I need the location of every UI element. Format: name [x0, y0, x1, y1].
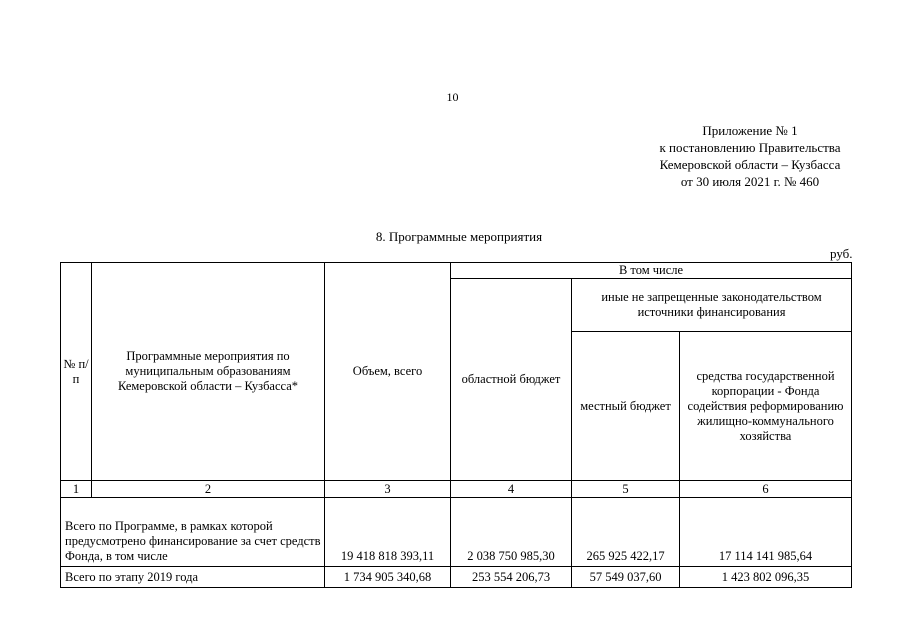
appendix-line-1: Приложение № 1: [702, 123, 798, 138]
row-regional: 253 554 206,73: [451, 567, 572, 588]
page-number: 10: [446, 90, 459, 104]
table-row: [61, 498, 852, 567]
header-fund: средства государственной корпорации - Фонда содействия реформированию жилищно-коммунального хозяйства: [680, 332, 852, 481]
header-other-sources: иные не запрещенные законодательством источники финансирования: [572, 279, 852, 332]
appendix-line-2: к постановлению Правительства: [659, 140, 841, 155]
row-fund: 17 114 141 985,64: [680, 498, 852, 567]
row-label: Всего по Программе, в рамках которой предусмотрено финансирование за счет средств Фонда, в том числе: [61, 498, 325, 567]
header-number: № п/п: [61, 263, 92, 481]
program-activities-table: [60, 262, 852, 588]
column-number-row: [61, 481, 852, 498]
column-number: 1: [61, 481, 92, 498]
header-activities: Программные мероприятия по муниципальным образованиям Кемеровской области – Кузбасса*: [92, 263, 325, 481]
appendix-line-3: Кемеровской области – Кузбасса: [659, 157, 841, 172]
header-including: В том числе: [451, 263, 852, 279]
currency-unit: руб.: [830, 246, 853, 261]
section-title: 8. Программные мероприятия: [375, 229, 543, 244]
row-volume: 1 734 905 340,68: [325, 567, 451, 588]
header-volume: Объем, всего: [325, 263, 451, 481]
column-number: 2: [92, 481, 325, 498]
column-number: 5: [572, 481, 680, 498]
column-number: 3: [325, 481, 451, 498]
appendix-line-4: от 30 июля 2021 г. № 460: [680, 174, 820, 189]
row-label: Всего по этапу 2019 года: [61, 567, 325, 588]
table-row: [61, 567, 852, 588]
row-volume: 19 418 818 393,11: [325, 498, 451, 567]
column-number: 4: [451, 481, 572, 498]
header-regional-budget: областной бюджет: [451, 279, 572, 481]
row-local: 57 549 037,60: [572, 567, 680, 588]
row-regional: 2 038 750 985,30: [451, 498, 572, 567]
row-local: 265 925 422,17: [572, 498, 680, 567]
column-number: 6: [680, 481, 852, 498]
appendix-header: [600, 122, 900, 190]
row-fund: 1 423 802 096,35: [680, 567, 852, 588]
header-local-budget: местный бюджет: [572, 332, 680, 481]
